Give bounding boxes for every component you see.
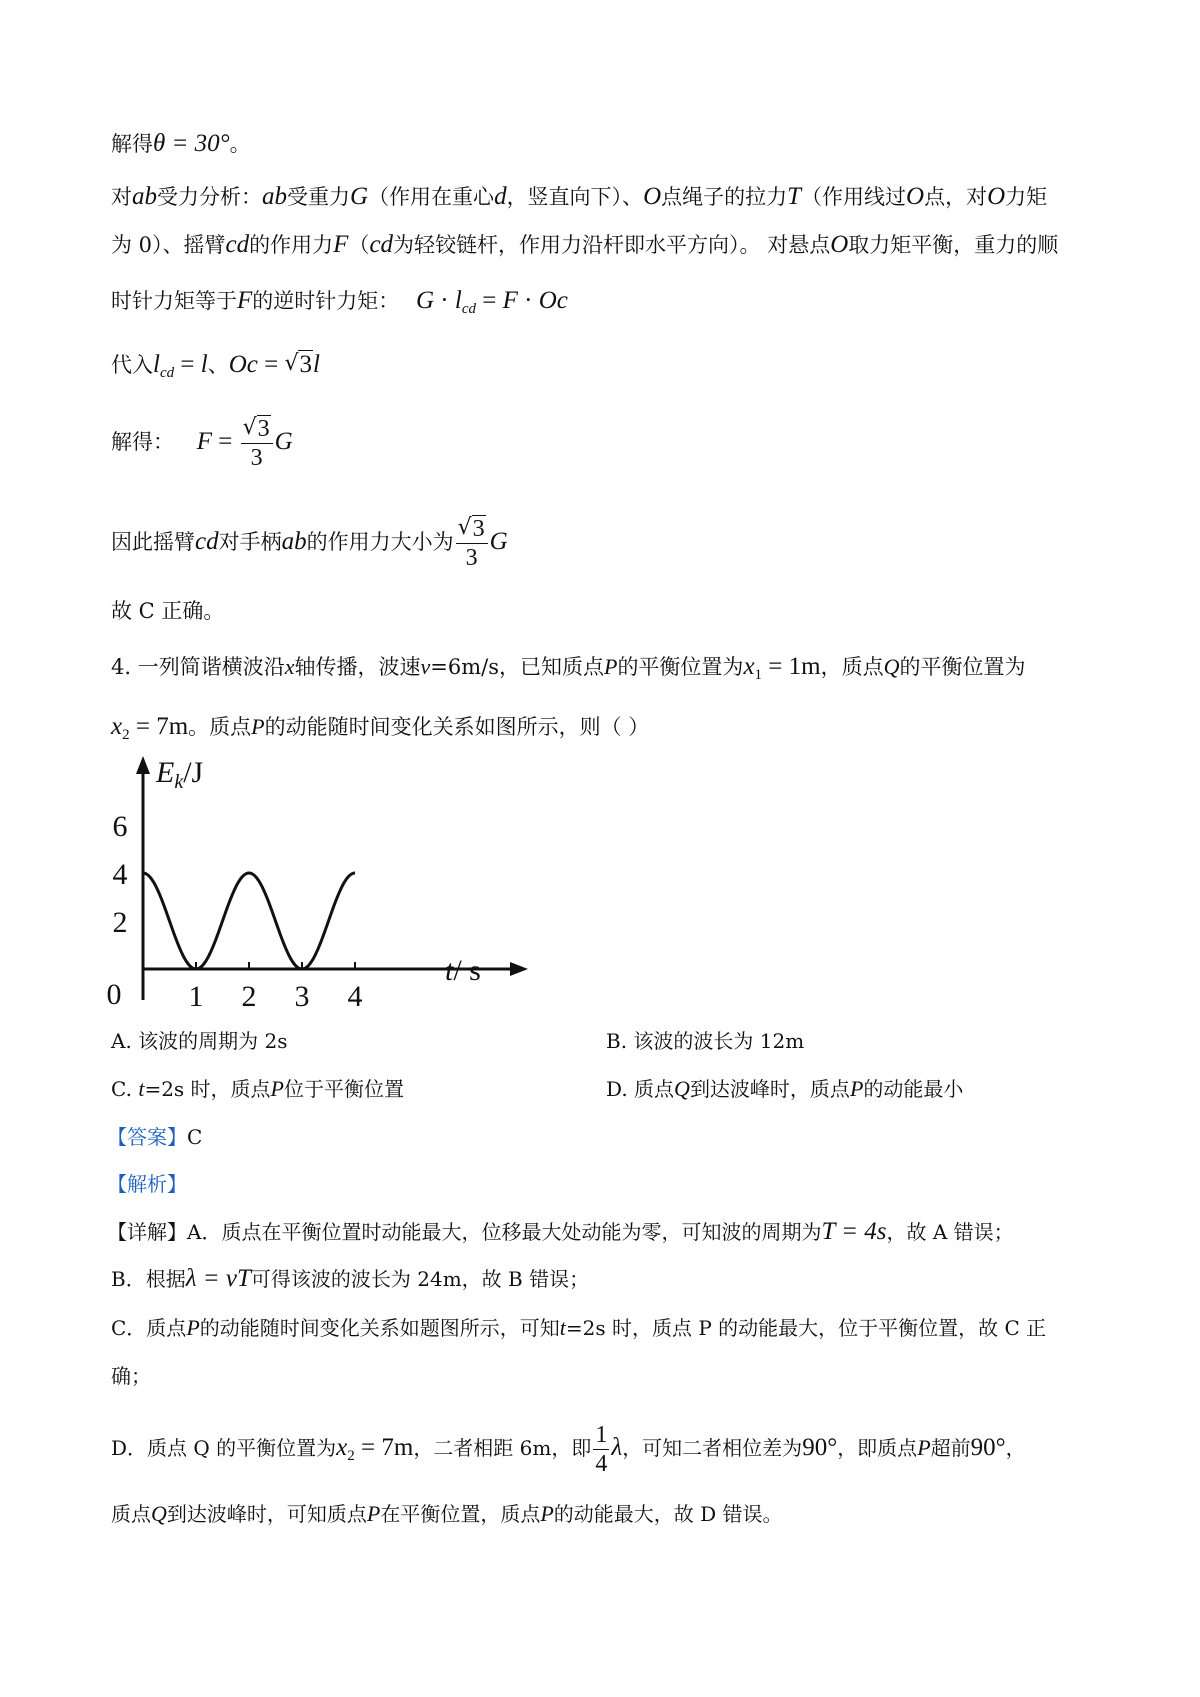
analysis-label: 【解析】 [107,1172,187,1196]
math-op: = [174,351,201,378]
math-var: T [787,183,802,210]
math-var: x [284,654,295,679]
text: =2s 时，质点 P 的动能最大，位于平衡位置，故 C 正 [565,1316,1047,1340]
text: 时针力矩等于 [111,289,237,313]
math-op: · [517,287,539,314]
x-tick-label: 2 [241,980,257,1013]
text: 的动能最大，故 D 错误。 [553,1502,783,1526]
text: 到达波峰时，可知质点 [166,1502,367,1526]
math-var: F [333,231,349,258]
answer-line [107,1123,202,1151]
text: 的作用力大小为 [306,530,454,554]
text: 点，对 [924,185,988,209]
math-var: P [366,1501,381,1526]
math-subscript: cd [159,365,175,381]
question-4-stem-cont [111,712,649,750]
math-var: l [312,351,320,378]
math-var: F [237,287,253,314]
y-axis-arrow [136,756,150,774]
detail-c-cont: 确； [111,1364,151,1388]
moment-equation [415,287,568,317]
text: 在平衡位置，质点 [380,1502,541,1526]
math-var: O [906,183,925,210]
math-value: = 7m [354,1434,414,1461]
question-4-stem [111,652,1025,690]
math-value: = 7m [129,713,189,740]
text: =2s 时，质点 [144,1077,271,1101]
answer-tag: 【答案】 [107,1125,187,1149]
text: B．根据 [111,1267,186,1291]
radicand: 3 [299,351,312,378]
text: 轴传播，波速 [294,655,421,679]
text: ，即质点 [837,1436,918,1460]
answer-value: C [187,1125,203,1149]
math-var: G [350,183,369,210]
text: =6m/s，已知质点 [430,655,604,679]
text: 到达波峰时，质点 [689,1077,850,1101]
text: 对 [111,185,132,209]
math-var: P [849,1076,864,1101]
text: 的作用力 [249,233,334,257]
detail-b [111,1265,589,1293]
x-tick-label: 1 [188,980,204,1013]
text: 解得： [111,430,174,454]
math-expr: λ = vT [185,1265,251,1292]
solution-line-1 [111,129,251,159]
text: 可得该波的波长为 24m，故 B 错误； [250,1267,590,1291]
math-var: O [830,231,849,258]
text: ，可知二者相位差为 [622,1436,803,1460]
math-var: P [270,1076,284,1101]
math-var: P [186,1315,200,1340]
solution-line-3 [111,230,1058,260]
math-var: Q [151,1501,167,1526]
solution-line-4 [111,286,568,324]
math-var: P [917,1435,931,1460]
text: 解得 [111,132,153,156]
text: 。质点 [188,715,252,739]
denominator: 3 [465,545,478,571]
math-var: G [415,287,435,314]
text: 力矩 [1005,185,1048,209]
text: （作用在重心 [368,185,495,209]
text: C. [111,1077,139,1101]
math-expr: T = 4s [821,1218,887,1245]
math-var: cd [195,528,219,555]
option-c[interactable] [111,1075,404,1103]
math-var: Oc [538,287,568,314]
text: D．质点 Q 的平衡位置为 [111,1436,337,1460]
fraction [456,515,488,572]
option-b[interactable]: B. 该波的波长为 12m [606,1029,805,1053]
text: 4. 一列简谐横波沿 [111,655,285,679]
solution-line-6 [111,412,293,472]
y-tick-label: 6 [112,810,128,843]
solution-line-5 [111,350,320,388]
solution-line-2 [111,182,1047,212]
math-var: l [153,351,160,378]
math-op: · [434,287,455,314]
detail-d [111,1418,1026,1486]
math-subscript: cd [461,301,476,317]
text: 为 0）、摇臂 [111,233,226,257]
text: 、 [207,353,229,377]
math-var: λ [611,1434,623,1461]
math-var: G [489,528,508,555]
option-a[interactable]: A. 该波的周期为 2s [111,1029,288,1053]
text: （作用线过 [801,185,907,209]
math-var: t [138,1076,145,1101]
math-subscript: 2 [122,727,130,743]
y-tick-label: 4 [112,858,128,891]
math-subscript: 1 [754,667,763,683]
fraction [593,1421,609,1478]
text: ，竖直向下）、 [506,185,644,209]
math-var: t [559,1315,566,1340]
text: 受重力 [287,185,350,209]
text: （ [348,233,370,257]
radicand: 3 [472,516,485,542]
math-value: 90° [802,1434,838,1461]
math-var: x [336,1434,348,1461]
text: 【详解】A．质点在平衡位置时动能最大，位移最大处动能为零，可知波的周期为 [107,1220,822,1244]
math-subscript: 2 [347,1448,355,1464]
fraction [241,415,273,472]
text: 。 [229,132,251,156]
x-tick-label: 4 [347,980,363,1013]
solution-line-8: 故 C 正确。 [111,599,225,623]
text: ， [1005,1436,1026,1460]
text: 的动能最小 [863,1077,964,1101]
math-var: d [494,183,507,210]
text: ，质点 [820,655,884,679]
math-theta: θ = 30° [153,130,230,157]
detail-a [107,1218,1014,1246]
text: ，故 A 错误； [886,1220,1014,1244]
text: 为轻铰链杆，作用力沿杆即水平方向）。 对悬点 [393,233,831,257]
numerator: 1 [595,1422,608,1448]
text: C．质点 [111,1316,187,1340]
text: 的动能随时间变化关系如题图所示，可知 [199,1316,560,1340]
math-var: P [540,1501,554,1526]
ek-curve [143,873,355,969]
math-var: Oc [228,351,258,378]
text: 因此摇臂 [111,530,195,554]
math-var: ab [262,183,287,210]
math-var: cd [369,231,394,258]
x-axis-arrow [510,962,528,976]
y-tick-label: 2 [112,906,128,939]
math-var: O [987,183,1006,210]
text: 的平衡位置为 [617,655,744,679]
y-tick-label: 0 [106,978,122,1011]
sqrt [284,351,313,378]
math-value: = 1m [762,653,821,680]
text: 超前 [930,1436,971,1460]
text: 取力矩平衡，重力的顺 [848,233,1059,257]
option-d[interactable] [606,1075,963,1103]
math-var: P [251,714,265,739]
text: ，二者相距 6m，即 [413,1436,592,1460]
solution-line-7 [111,512,508,572]
text: 点绳子的拉力 [661,185,788,209]
y-axis-label: $E_k/J$ [156,756,204,793]
detail-c [111,1314,1046,1342]
math-var: ab [281,528,307,555]
math-var: l [200,351,208,378]
math-value: 90° [970,1434,1006,1461]
kinetic-energy-chart [100,752,540,1022]
math-op: = [257,351,285,378]
radicand: 3 [257,416,270,442]
math-var: l [454,287,462,314]
math-var: G [274,428,293,455]
math-var: x [743,653,755,680]
text: 代入 [111,353,153,377]
math-var: Q [674,1076,690,1101]
math-var: Q [883,654,900,679]
math-var: x [111,713,123,740]
math-var: ab [132,183,157,210]
text: 质点 [111,1502,151,1526]
denominator: 3 [250,445,263,471]
analysis-tag [107,1170,187,1198]
text: 的动能随时间变化关系如图所示，则（ ） [264,715,650,739]
math-op: = [211,428,239,455]
math-op: = [475,287,503,314]
denominator: 4 [595,1451,608,1477]
text: 的平衡位置为 [899,655,1026,679]
x-tick-label: 3 [294,980,310,1013]
detail-d-cont [111,1500,783,1528]
x-axis-label: t/ s [445,954,481,987]
math-var: cd [225,231,250,258]
text: 的逆时针力矩： [252,289,400,313]
math-var: O [643,183,662,210]
text: 对手柄 [218,530,282,554]
text: D. 质点 [606,1077,675,1101]
math-var: F [502,287,518,314]
text: 位于平衡位置 [284,1077,404,1101]
math-var: v [420,654,431,679]
text: 受力分析： [157,185,262,209]
math-var: F [196,428,212,455]
math-var: P [603,654,618,679]
